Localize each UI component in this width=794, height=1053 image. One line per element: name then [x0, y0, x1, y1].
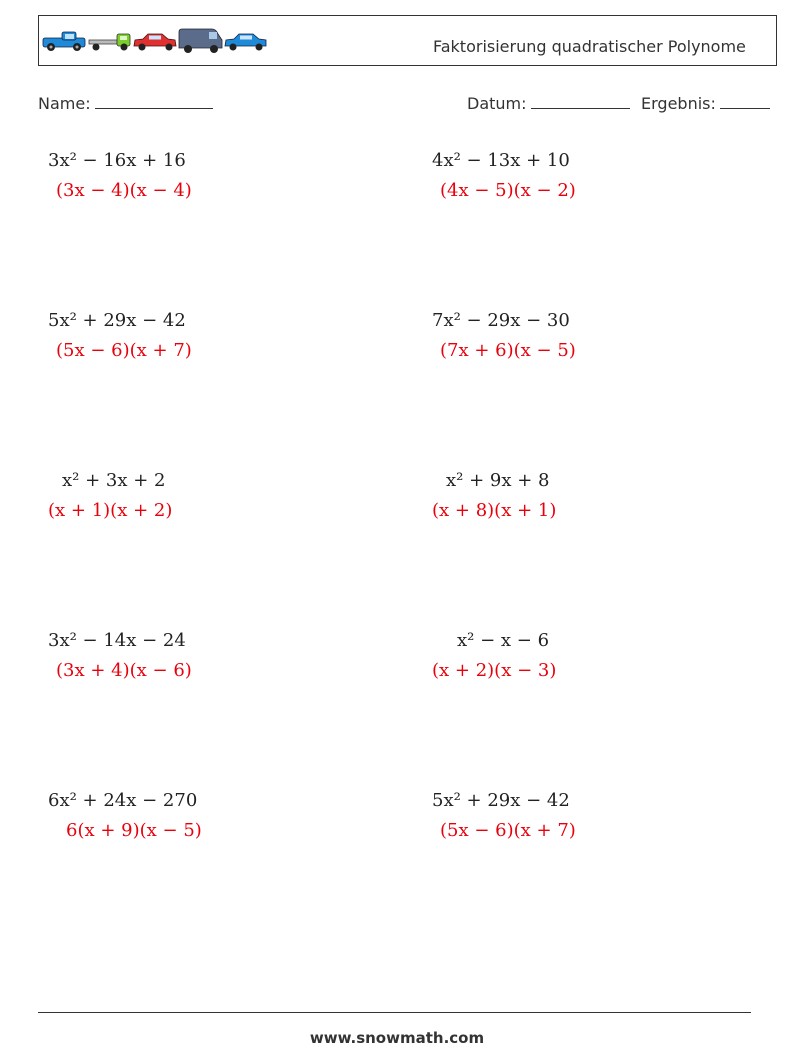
problem-2-answer: (4x − 5)(x − 2) — [440, 180, 576, 201]
problem-1-question: 3x² − 16x + 16 — [48, 150, 186, 171]
problem-8-answer: (x + 2)(x − 3) — [432, 660, 557, 681]
problem-8-question: x² − x − 6 — [457, 630, 550, 651]
problem-5-question: x² + 3x + 2 — [62, 470, 166, 491]
problem-10-question: 5x² + 29x − 42 — [432, 790, 570, 811]
problem-5-answer: (x + 1)(x + 2) — [48, 500, 173, 521]
problem-2-question: 4x² − 13x + 10 — [432, 150, 570, 171]
name-field — [38, 94, 213, 113]
red-car-icon — [134, 34, 176, 51]
date-field — [467, 94, 630, 113]
problem-7-question: 3x² − 14x − 24 — [48, 630, 186, 651]
blue-car-icon — [225, 34, 266, 51]
problem-3-answer: (5x − 6)(x + 7) — [56, 340, 192, 361]
date-line[interactable] — [531, 94, 630, 109]
footer-website[interactable]: www.snowmath.com — [309, 1029, 485, 1047]
problem-4-answer: (7x + 6)(x − 5) — [440, 340, 576, 361]
worksheet-title: Faktorisierung quadratischer Polynome — [433, 37, 746, 56]
result-line[interactable] — [720, 94, 770, 109]
footer-divider — [38, 1012, 751, 1013]
problem-6-question: x² + 9x + 8 — [446, 470, 550, 491]
pickup-truck-icon — [43, 32, 85, 51]
problem-1-answer: (3x − 4)(x − 4) — [56, 180, 192, 201]
problem-3-question: 5x² + 29x − 42 — [48, 310, 186, 331]
result-label: Ergebnis: — [641, 94, 716, 113]
problem-9-answer: 6(x + 9)(x − 5) — [66, 820, 202, 841]
van-icon — [179, 29, 222, 53]
problem-9-question: 6x² + 24x − 270 — [48, 790, 198, 811]
date-label: Datum: — [467, 94, 527, 113]
problem-7-answer: (3x + 4)(x − 6) — [56, 660, 192, 681]
problem-10-answer: (5x − 6)(x + 7) — [440, 820, 576, 841]
result-field — [641, 94, 770, 113]
name-label: Name: — [38, 94, 91, 113]
header-box — [38, 15, 777, 66]
name-line[interactable] — [95, 94, 213, 109]
flatbed-truck-icon — [89, 34, 130, 51]
problem-4-question: 7x² − 29x − 30 — [432, 310, 570, 331]
vehicle-icons — [42, 28, 267, 54]
problem-6-answer: (x + 8)(x + 1) — [432, 500, 557, 521]
